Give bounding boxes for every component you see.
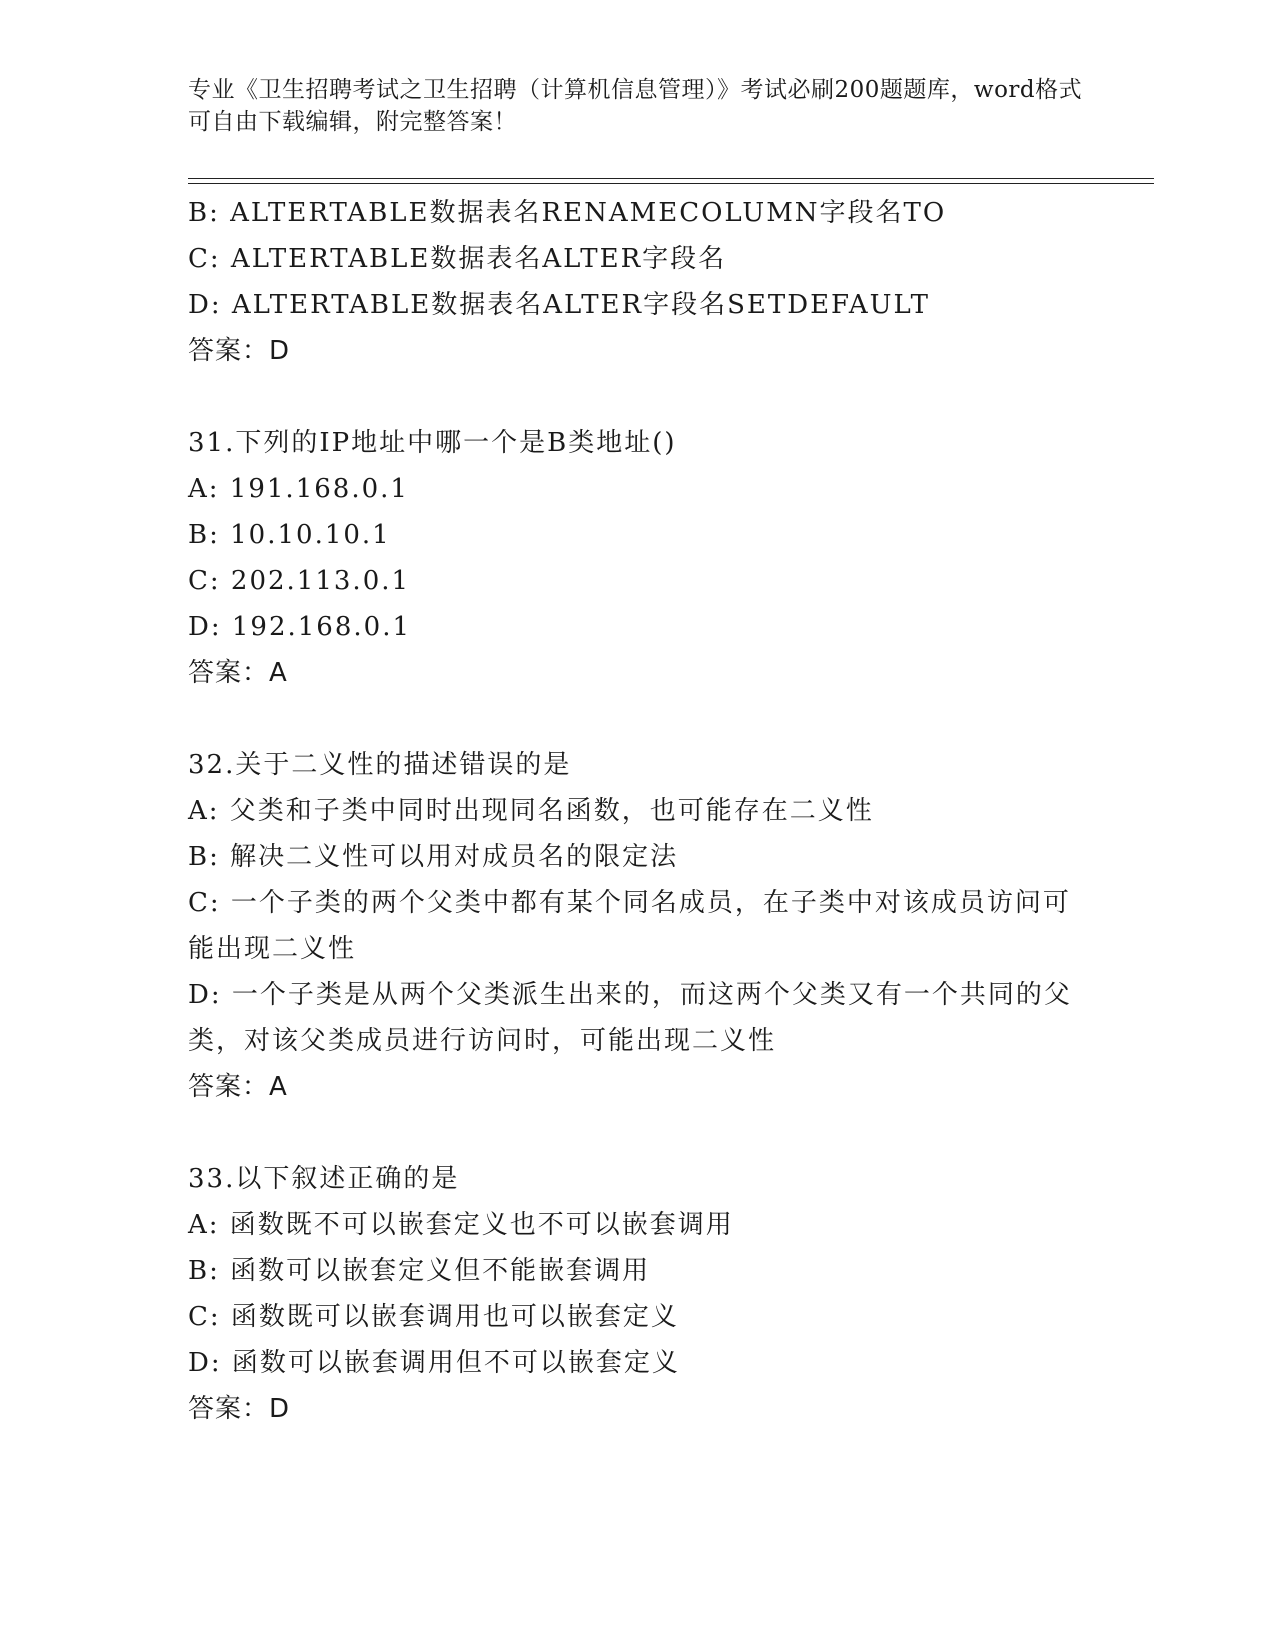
question-content (188, 190, 1088, 1432)
option-d: D: 一个子类是从两个父类派生出来的，而这两个父类又有一个共同的父类，对该父类成员进行访问时，可能出现二义性 (188, 980, 1072, 1056)
option-c: C: 函数既可以嵌套调用也可以嵌套定义 (188, 1302, 679, 1332)
answer-line: 答案：A (188, 658, 288, 688)
question-stem: 32.关于二义性的描述错误的是 (188, 750, 572, 780)
option-a: A: 191.168.0.1 (188, 474, 409, 504)
question-stem: 33.以下叙述正确的是 (188, 1164, 460, 1194)
document-header: 专业《卫生招聘考试之卫生招聘（计算机信息管理）》考试必刷200题题库，word格式可自由下载编辑，附完整答案！ (188, 77, 1083, 135)
option-c: C: 一个子类的两个父类中都有某个同名成员，在子类中对该成员访问可能出现二义性 (188, 888, 1071, 964)
option-a: A: 父类和子类中同时出现同名函数，也可能存在二义性 (188, 796, 874, 826)
option-b: B: 解决二义性可以用对成员名的限定法 (188, 842, 679, 872)
option-c: C: ALTERTABLE数据表名ALTER字段名 (188, 244, 727, 274)
option-b: B: 10.10.10.1 (188, 520, 391, 550)
header-divider-bottom (188, 183, 1154, 184)
option-b: B: ALTERTABLE数据表名RENAMECOLUMN字段名TO (188, 198, 947, 228)
option-d: D: 192.168.0.1 (188, 612, 411, 642)
question-block-31 (188, 420, 1088, 696)
answer-line: 答案：A (188, 1072, 288, 1102)
question-stem: 31.下列的IP地址中哪一个是B类地址() (188, 428, 677, 458)
header-divider-top (188, 178, 1154, 179)
previous-question-block (188, 190, 1088, 374)
option-a: A: 函数既不可以嵌套定义也不可以嵌套调用 (188, 1210, 734, 1240)
option-c: C: 202.113.0.1 (188, 566, 411, 596)
option-b: B: 函数可以嵌套定义但不能嵌套调用 (188, 1256, 651, 1286)
question-block-32 (188, 742, 1088, 1110)
spacer (188, 696, 1088, 742)
answer-line: 答案：D (188, 336, 291, 366)
question-block-33 (188, 1156, 1088, 1432)
answer-line: 答案：D (188, 1394, 291, 1424)
spacer (188, 374, 1088, 420)
option-d: D: 函数可以嵌套调用但不可以嵌套定义 (188, 1348, 680, 1378)
option-d: D: ALTERTABLE数据表名ALTER字段名SETDEFAULT (188, 290, 931, 320)
spacer (188, 1110, 1088, 1156)
